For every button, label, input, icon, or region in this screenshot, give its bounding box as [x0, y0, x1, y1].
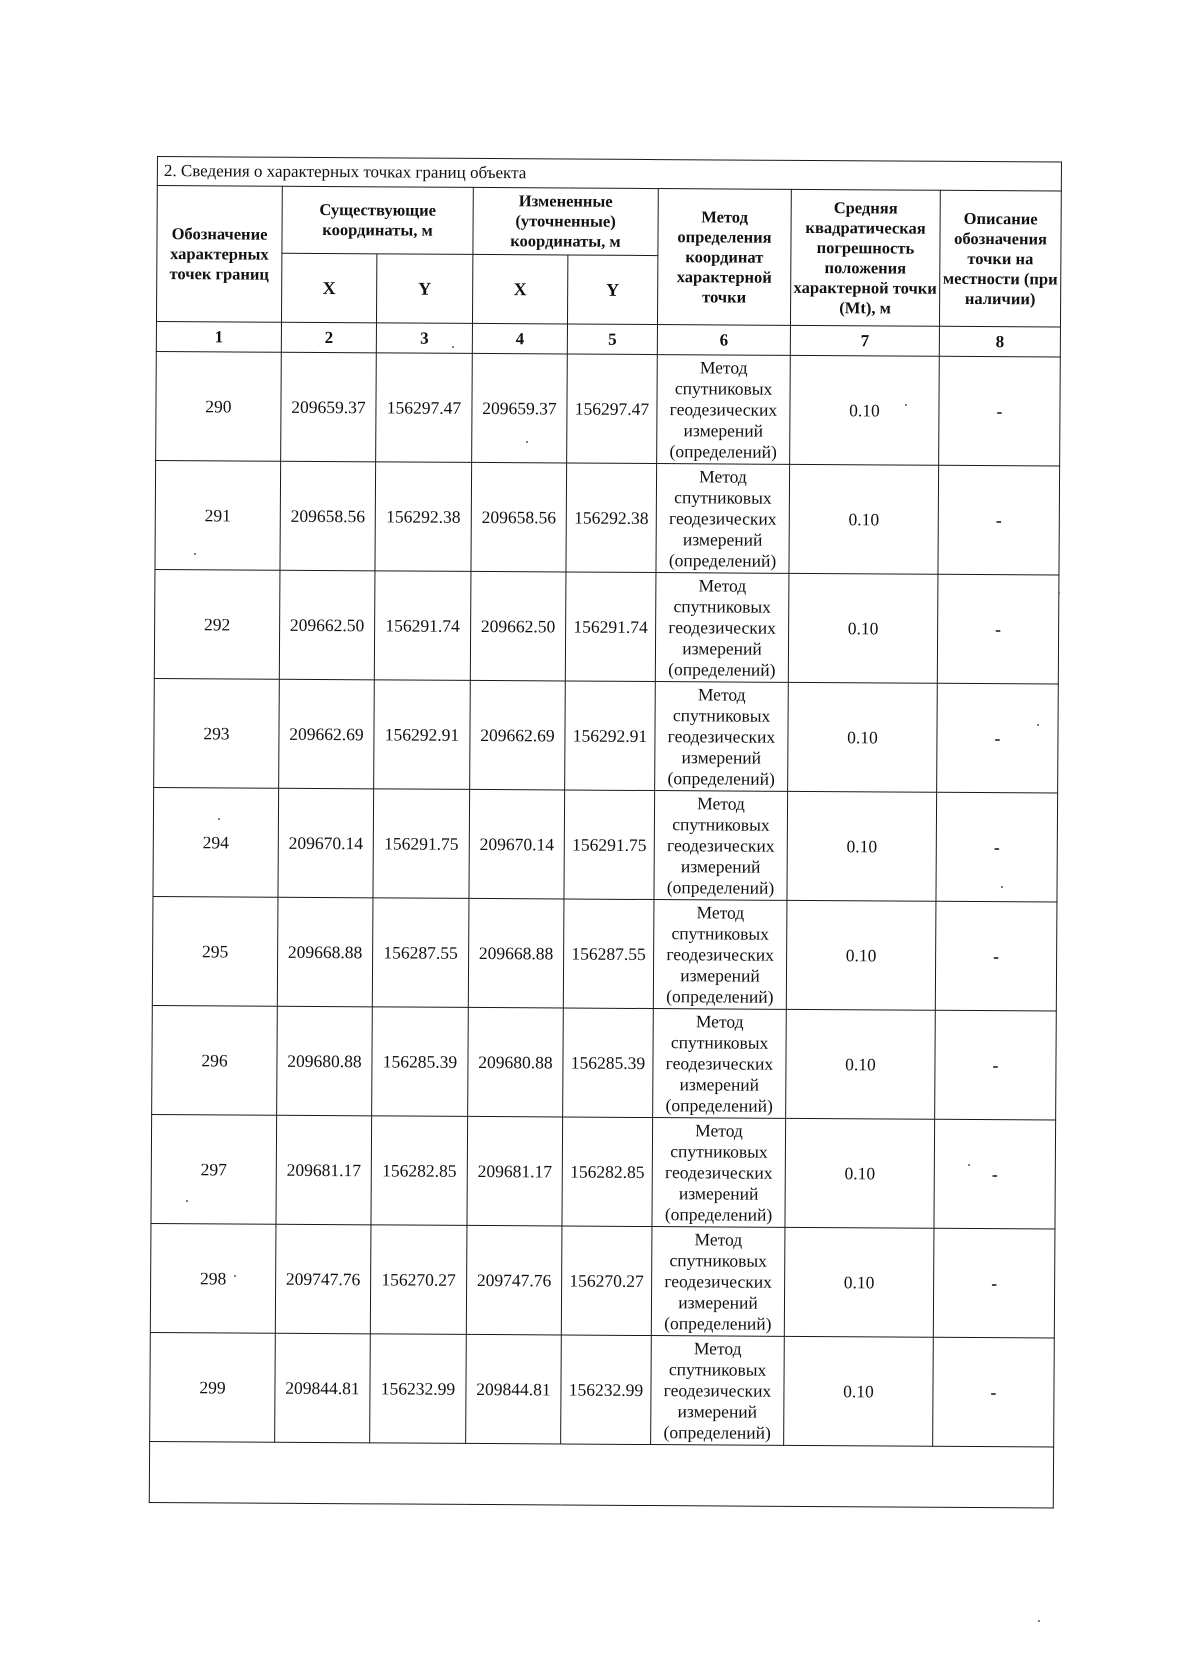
scan-speck: [452, 346, 454, 348]
existing-x-cell: 209662.50: [279, 570, 375, 680]
scan-speck: [186, 1200, 188, 1202]
method-line: Метод: [696, 901, 745, 923]
method-line: спутниковых: [668, 1358, 767, 1380]
mean-error-cell: 0.10: [785, 1118, 935, 1228]
method-line: спутниковых: [673, 595, 772, 617]
existing-y-cell: 156291.75: [373, 789, 470, 899]
table-row: [154, 569, 1059, 684]
changed-x-cell: 209658.56: [471, 462, 567, 572]
method-line: Метод: [697, 683, 746, 705]
boundary-points-table: [149, 156, 1062, 1509]
changed-y-cell: 156287.55: [563, 899, 654, 1009]
point-cell: 293: [154, 678, 280, 788]
mean-error-cell: 0.10: [784, 1227, 934, 1337]
header-existing-x: X: [281, 253, 376, 323]
scan-speck: [1001, 886, 1003, 888]
header-description: Описание обозначения точки на местности (при наличии): [939, 190, 1061, 327]
method-line: измерений: [678, 1182, 759, 1204]
mean-error-cell: 0.10: [788, 682, 938, 792]
changed-y-cell: 156291.74: [565, 572, 656, 682]
method-line: геодезических: [667, 725, 776, 747]
method-line: геодезических: [666, 834, 775, 856]
changed-y-cell: 156285.39: [563, 1008, 654, 1118]
changed-y-cell: 156292.91: [565, 681, 656, 791]
table-row: [156, 351, 1061, 466]
description-cell: -: [934, 1119, 1056, 1229]
changed-y-cell: 156270.27: [561, 1226, 652, 1336]
method-line: спутниковых: [670, 1031, 769, 1053]
method-line: измерений: [677, 1400, 758, 1422]
method-cell: [652, 1118, 786, 1228]
method-line: спутниковых: [674, 377, 773, 399]
existing-y-cell: 156292.91: [374, 680, 471, 790]
mean-error-cell: 0.10: [786, 900, 936, 1010]
method-line: спутниковых: [670, 1140, 768, 1162]
method-cell: [654, 791, 788, 901]
method-line: геодезических: [664, 1161, 773, 1183]
existing-x-cell: 209662.69: [279, 679, 375, 789]
point-cell: 294: [153, 787, 279, 897]
method-line: измерений: [680, 855, 761, 877]
changed-x-cell: 209680.88: [468, 1007, 564, 1117]
method-line: геодезических: [668, 616, 776, 638]
description-cell: -: [938, 465, 1060, 575]
existing-x-cell: 209668.88: [277, 897, 373, 1007]
header-changed-x: X: [472, 254, 567, 324]
column-number: 1: [156, 321, 281, 352]
method-line: спутниковых: [672, 813, 770, 835]
changed-y-cell: 156297.47: [567, 354, 658, 464]
method-line: измерений: [682, 637, 762, 659]
mean-error-cell: 0.10: [790, 355, 940, 465]
scan-speck: [234, 1275, 236, 1277]
method-line: спутниковых: [672, 704, 771, 726]
column-number: 7: [790, 325, 939, 356]
method-line: спутниковых: [674, 486, 772, 508]
method-line: (определений): [663, 1421, 771, 1443]
method-line: спутниковых: [669, 1249, 768, 1271]
scan-speck: [526, 441, 528, 443]
point-cell: 296: [152, 1005, 278, 1115]
changed-x-cell: 209681.17: [467, 1116, 563, 1226]
method-line: измерений: [679, 1073, 760, 1095]
method-cell: [651, 1336, 785, 1446]
method-cell: [653, 900, 787, 1010]
method-line: (определений): [666, 876, 775, 898]
changed-y-cell: 156292.38: [566, 463, 657, 573]
description-cell: -: [937, 574, 1059, 684]
method-line: Метод: [694, 1228, 743, 1250]
existing-x-cell: 209659.37: [281, 352, 377, 462]
mean-error-cell: 0.10: [786, 1009, 936, 1119]
table-body: [149, 351, 1060, 1508]
scan-speck: [218, 818, 220, 820]
method-line: (определений): [664, 1312, 772, 1334]
method-line: (определений): [669, 440, 777, 462]
point-cell: 299: [150, 1332, 276, 1442]
table-row: [151, 1114, 1056, 1229]
column-number: 3: [376, 323, 472, 354]
header-changed-coords: Измененные (уточненные) координаты, м: [473, 187, 658, 255]
changed-x-cell: 209844.81: [466, 1334, 562, 1444]
description-cell: -: [936, 792, 1058, 902]
changed-x-cell: 209659.37: [472, 353, 568, 463]
table-row: [155, 460, 1060, 575]
method-cell: [655, 682, 789, 792]
method-line: (определений): [666, 985, 774, 1007]
method-line: измерений: [678, 1291, 758, 1313]
table-row: [152, 1005, 1057, 1120]
changed-x-cell: 209747.76: [466, 1225, 562, 1335]
scan-speck: [968, 1164, 970, 1166]
boundary-points-sheet: [157, 156, 1061, 1503]
method-line: (определений): [665, 1094, 773, 1116]
empty-footer-cell: [149, 1441, 1053, 1508]
existing-x-cell: 209670.14: [278, 788, 374, 898]
changed-x-cell: 209662.69: [470, 680, 566, 790]
existing-x-cell: 209844.81: [275, 1333, 371, 1443]
method-line: Метод: [695, 1010, 744, 1032]
header-existing-y: Y: [376, 254, 472, 324]
method-line: Метод: [693, 1337, 742, 1359]
method-cell: [651, 1227, 785, 1337]
method-line: геодезических: [664, 1270, 772, 1292]
point-cell: 297: [151, 1114, 277, 1224]
point-cell: 298: [150, 1223, 276, 1333]
method-line: геодезических: [666, 943, 774, 965]
existing-y-cell: 156232.99: [370, 1334, 467, 1444]
method-line: измерений: [681, 746, 762, 768]
column-number: 5: [567, 324, 657, 355]
existing-y-cell: 156287.55: [372, 898, 469, 1008]
column-number: 2: [281, 322, 376, 353]
method-line: Метод: [699, 465, 747, 487]
description-cell: -: [937, 683, 1059, 793]
method-line: Метод: [699, 356, 748, 378]
changed-x-cell: 209670.14: [469, 789, 565, 899]
scan-speck: [194, 553, 196, 555]
table-row: [154, 678, 1059, 793]
method-line: геодезических: [669, 398, 778, 420]
method-line: геодезических: [663, 1379, 772, 1401]
description-cell: -: [933, 1337, 1055, 1447]
mean-error-cell: 0.10: [789, 464, 939, 574]
column-number: 4: [472, 323, 567, 354]
header-existing-coords: Существующие координаты, м: [282, 186, 473, 254]
mean-error-cell: 0.10: [784, 1336, 934, 1446]
table-row: [153, 787, 1058, 902]
table-row: [150, 1332, 1055, 1447]
point-cell: 290: [156, 351, 282, 461]
column-number: 6: [657, 325, 790, 356]
changed-y-cell: 156282.85: [562, 1117, 653, 1227]
method-line: (определений): [667, 767, 775, 789]
description-cell: -: [933, 1228, 1055, 1338]
method-line: измерений: [683, 419, 764, 441]
existing-y-cell: 156282.85: [371, 1116, 468, 1226]
method-line: Метод: [695, 1119, 743, 1141]
method-line: Метод: [698, 574, 747, 596]
method-cell: [657, 355, 791, 465]
method-cell: [653, 1009, 787, 1119]
existing-y-cell: 156297.47: [376, 353, 473, 463]
table-row: [150, 1223, 1055, 1338]
existing-y-cell: 156270.27: [370, 1225, 467, 1335]
empty-footer-row: [149, 1441, 1053, 1508]
changed-x-cell: 209662.50: [470, 571, 566, 681]
changed-y-cell: 156291.75: [564, 790, 655, 900]
changed-y-cell: 156232.99: [561, 1335, 652, 1445]
point-cell: 295: [152, 896, 278, 1006]
method-line: Метод: [697, 792, 745, 814]
existing-x-cell: 209747.76: [275, 1224, 371, 1334]
method-line: измерений: [682, 528, 763, 550]
column-number: 8: [939, 326, 1060, 357]
method-line: (определений): [668, 549, 777, 571]
method-line: (определений): [664, 1203, 773, 1225]
point-cell: 292: [154, 569, 280, 679]
scan-speck: [1058, 592, 1060, 594]
description-cell: -: [935, 1010, 1057, 1120]
method-line: измерений: [680, 964, 760, 986]
header-changed-y: Y: [567, 255, 657, 325]
existing-y-cell: 156285.39: [372, 1007, 469, 1117]
header-method: Метод определения координат характерной точки: [657, 189, 791, 326]
mean-error-cell: 0.10: [788, 573, 938, 683]
point-cell: 291: [155, 460, 281, 570]
changed-x-cell: 209668.88: [468, 898, 564, 1008]
method-line: геодезических: [665, 1052, 774, 1074]
section-title: 2. Сведения о характерных точках границ объекта: [157, 157, 1061, 192]
header-point-designation: Обозначение характерных точек границ: [156, 186, 282, 323]
existing-x-cell: 209681.17: [276, 1115, 372, 1225]
table-row: [152, 896, 1057, 1011]
existing-x-cell: 209658.56: [280, 461, 376, 571]
header-mean-error: Средняя квадратическая погрешность положения характерной точки (Mt), м: [790, 189, 940, 326]
method-line: (определений): [668, 658, 776, 680]
method-line: геодезических: [668, 507, 777, 529]
existing-y-cell: 156292.38: [375, 462, 472, 572]
description-cell: -: [935, 901, 1057, 1011]
method-cell: [655, 573, 789, 683]
mean-error-cell: 0.10: [787, 791, 937, 901]
method-cell: [656, 464, 790, 574]
scan-speck: [1037, 724, 1039, 726]
existing-y-cell: 156291.74: [374, 571, 471, 681]
method-line: спутниковых: [671, 922, 770, 944]
scan-speck: [905, 404, 907, 406]
scan-speck: [1038, 1620, 1040, 1622]
description-cell: -: [939, 356, 1061, 466]
existing-x-cell: 209680.88: [277, 1006, 373, 1116]
